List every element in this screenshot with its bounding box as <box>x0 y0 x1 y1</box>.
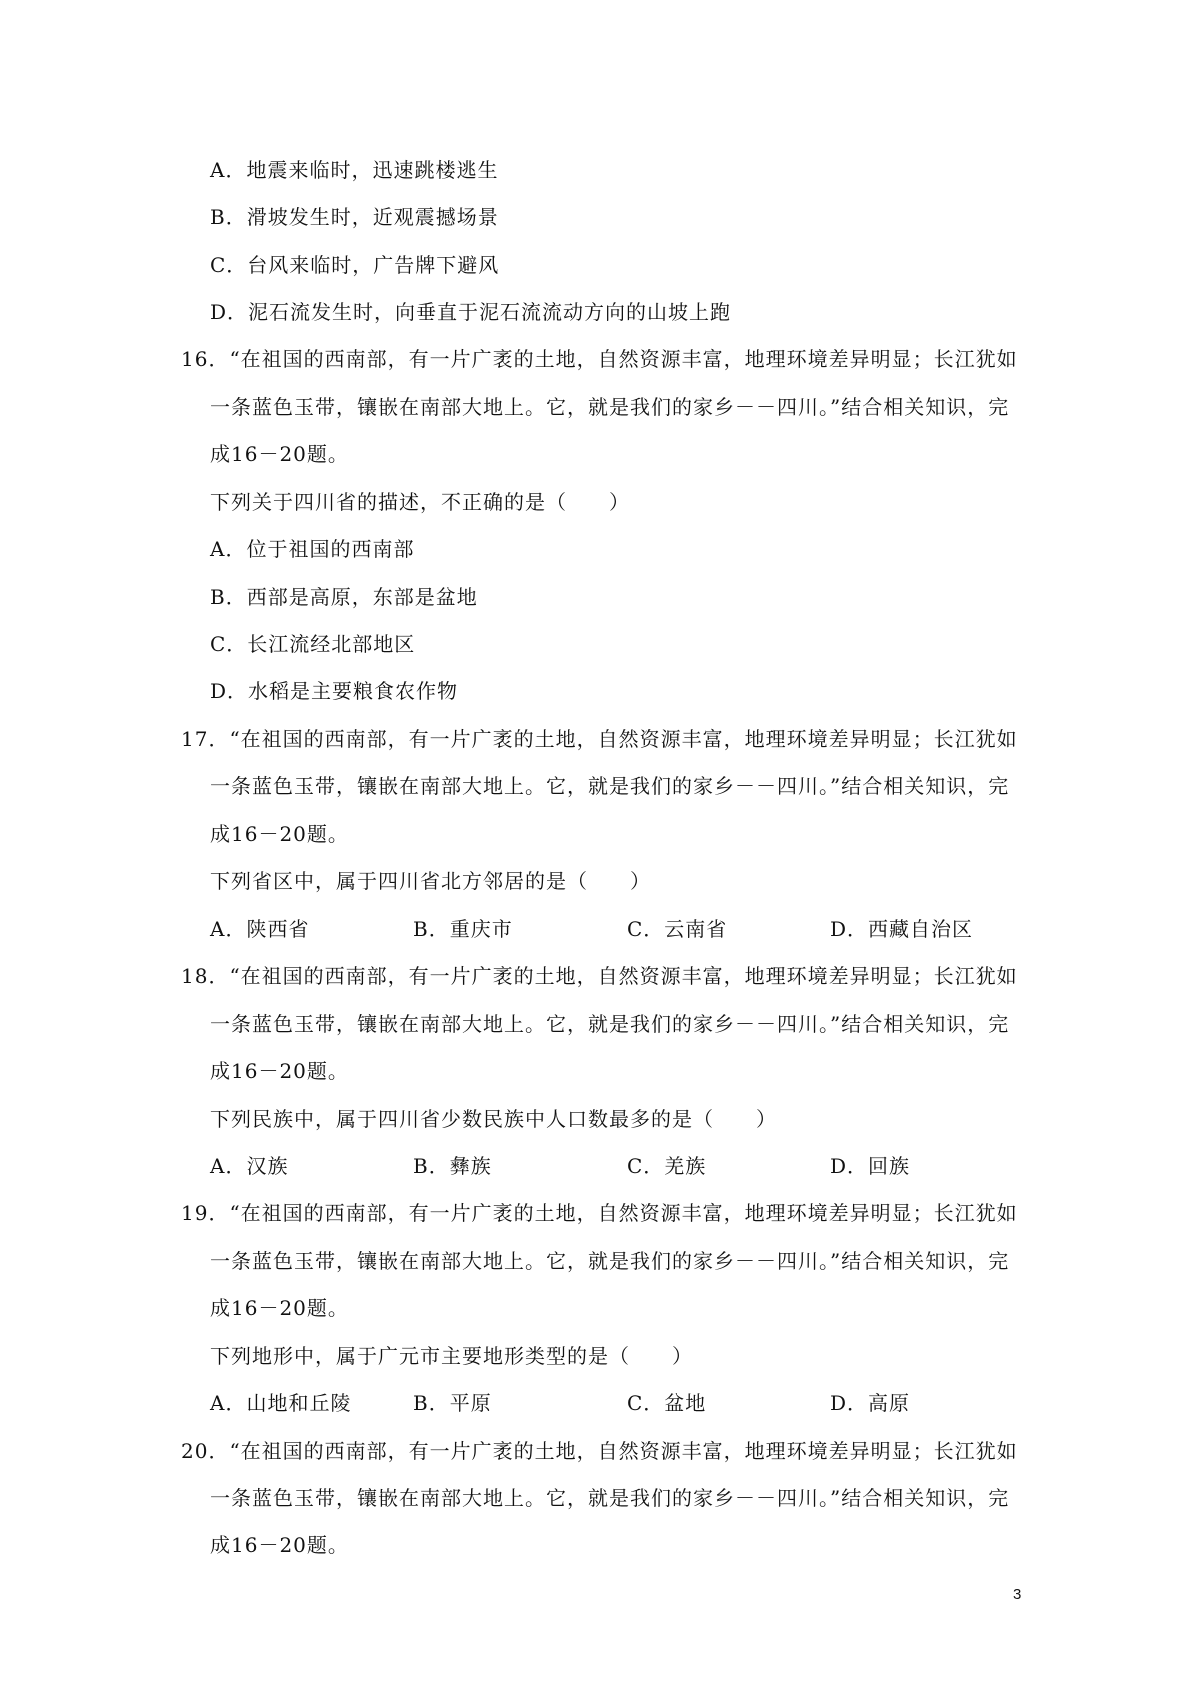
q16-option-d: D．水稻是主要粮食农作物 <box>210 679 459 703</box>
q17-option-b: B．重庆市 <box>413 917 513 941</box>
q17-stem-line-2: 一条蓝色玉带，镶嵌在南部大地上。它，就是我们的家乡－－四川。”结合相关知识，完 <box>210 774 1010 798</box>
q15-option-a: A．地震来临时，迅速跳楼逃生 <box>210 158 499 182</box>
q17-number: 17． <box>181 727 230 751</box>
q17-stem-line-1: 17．“在祖国的西南部，有一片广袤的土地，自然资源丰富，地理环境差异明显；长江犹如 <box>181 727 1018 751</box>
q16-stem-line-1: 16．“在祖国的西南部，有一片广袤的土地，自然资源丰富，地理环境差异明显；长江犹如 <box>181 347 1018 371</box>
q19-stem-line-3: 成16－20题。 <box>210 1296 349 1320</box>
page-number: 3 <box>1013 1586 1022 1603</box>
q16-prompt: 下列关于四川省的描述，不正确的是（ ） <box>210 490 630 514</box>
q20-stem-line-1: 20．“在祖国的西南部，有一片广袤的土地，自然资源丰富，地理环境差异明显；长江犹如 <box>181 1439 1018 1463</box>
q19-option-b: B．平原 <box>413 1391 492 1415</box>
q20-stem-line-3: 成16－20题。 <box>210 1533 349 1557</box>
q19-stem-line-1: 19．“在祖国的西南部，有一片广袤的土地，自然资源丰富，地理环境差异明显；长江犹如 <box>181 1201 1018 1225</box>
q16-option-a: A．位于祖国的西南部 <box>210 537 415 561</box>
q19-option-a: A．山地和丘陵 <box>210 1391 352 1415</box>
q18-stem-line-3: 成16－20题。 <box>210 1059 349 1083</box>
q18-stem-line-2: 一条蓝色玉带，镶嵌在南部大地上。它，就是我们的家乡－－四川。”结合相关知识，完 <box>210 1012 1010 1036</box>
q18-number: 18． <box>181 964 230 988</box>
q17-option-d: D．西藏自治区 <box>830 917 974 941</box>
q16-option-b: B．西部是高原，东部是盆地 <box>210 585 478 609</box>
q20-number: 20． <box>181 1439 230 1463</box>
q18-option-a: A．汉族 <box>210 1154 289 1178</box>
q17-option-c: C．云南省 <box>627 917 728 941</box>
q17-option-a: A．陕西省 <box>210 917 310 941</box>
q18-option-d: D．回族 <box>830 1154 911 1178</box>
q16-number: 16． <box>181 347 230 371</box>
q15-option-c: C．台风来临时，广告牌下避风 <box>210 253 500 277</box>
q19-option-c: C．盆地 <box>627 1391 707 1415</box>
q16-stem-line-3: 成16－20题。 <box>210 442 349 466</box>
q18-stem-line-1: 18．“在祖国的西南部，有一片广袤的土地，自然资源丰富，地理环境差异明显；长江犹如 <box>181 964 1018 988</box>
q19-prompt: 下列地形中，属于广元市主要地形类型的是（ ） <box>210 1344 693 1368</box>
q18-option-b: B．彝族 <box>413 1154 492 1178</box>
q19-option-d: D．高原 <box>830 1391 911 1415</box>
q18-prompt: 下列民族中，属于四川省少数民族中人口数最多的是（ ） <box>210 1107 777 1131</box>
q16-stem-line-2: 一条蓝色玉带，镶嵌在南部大地上。它，就是我们的家乡－－四川。”结合相关知识，完 <box>210 395 1010 419</box>
q18-option-c: C．羌族 <box>627 1154 707 1178</box>
q17-prompt: 下列省区中，属于四川省北方邻居的是（ ） <box>210 869 651 893</box>
q15-option-b: B．滑坡发生时，近观震撼场景 <box>210 205 499 229</box>
q17-stem-line-3: 成16－20题。 <box>210 822 349 846</box>
q20-stem-line-2: 一条蓝色玉带，镶嵌在南部大地上。它，就是我们的家乡－－四川。”结合相关知识，完 <box>210 1486 1010 1510</box>
q19-number: 19． <box>181 1201 230 1225</box>
q16-option-c: C．长江流经北部地区 <box>210 632 416 656</box>
q15-option-d: D．泥石流发生时，向垂直于泥石流流动方向的山坡上跑 <box>210 300 732 324</box>
q19-stem-line-2: 一条蓝色玉带，镶嵌在南部大地上。它，就是我们的家乡－－四川。”结合相关知识，完 <box>210 1249 1010 1273</box>
